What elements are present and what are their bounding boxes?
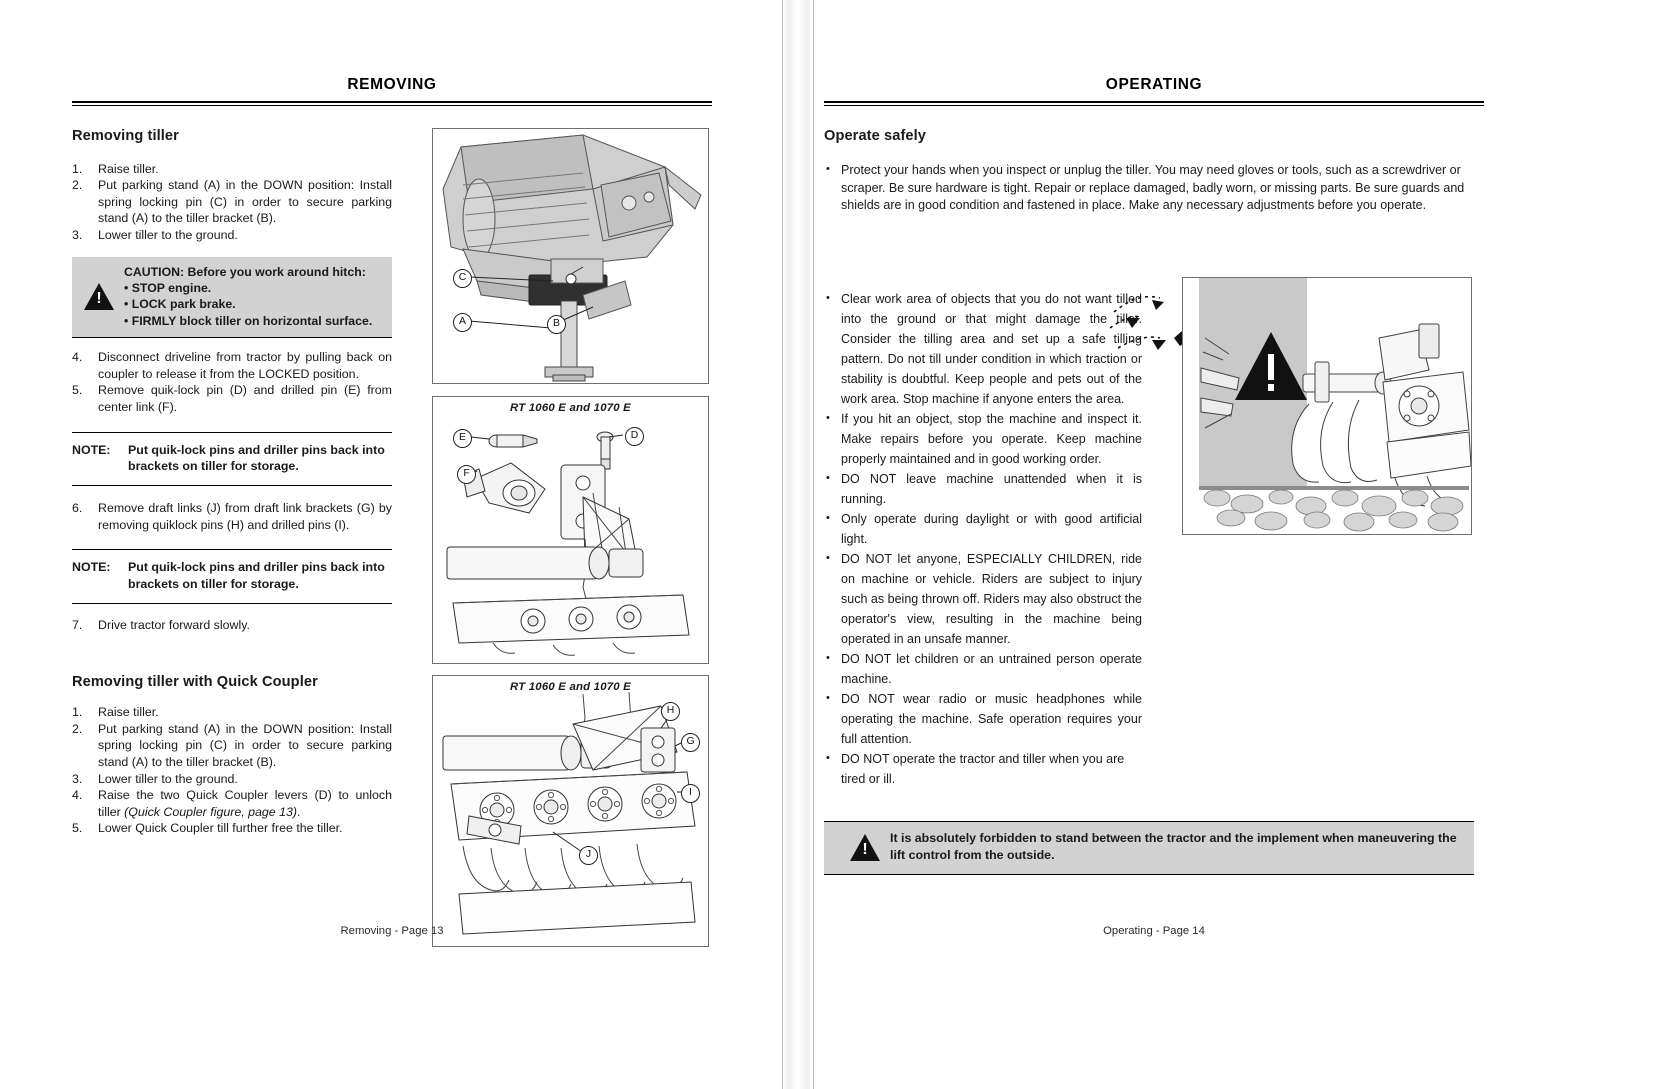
page-gutter: [783, 0, 813, 1089]
step-item: [72, 787, 392, 820]
step-number: 4.: [72, 350, 83, 365]
note-label: NOTE:: [72, 560, 111, 575]
step-text: Remove draft links (J) from draft link brackets (G) by removing quiklock pins (H) and drilled pins (I).: [98, 501, 392, 532]
step-item: [72, 771, 392, 788]
step-number: 4.: [72, 788, 83, 803]
bullet-item: • DO NOT wear radio or music headphones while operating the machine. Safe operation requires your full attention.: [824, 689, 1142, 749]
figure-crush-hazard: [1182, 277, 1472, 535]
step-item: [72, 161, 392, 178]
figure-center-link: [432, 396, 709, 664]
steps-removing-tiller-part2: [72, 349, 392, 415]
bullet-item: • Clear work area of objects that you do not want tilled into the ground or that might damage the tiller. Consider the tilling area and set up a safe tilling pattern. Do not till under condition in which traction or stability is doubtful. Keep people and pets out of the work area. Stop machine if anyone enters the area.: [824, 289, 1142, 409]
right-head-rule: [824, 101, 1484, 106]
right-page-footer: Operating - Page 14: [1103, 925, 1205, 937]
operate-safely-wide-bullets: [824, 162, 1474, 215]
step-item: [72, 820, 392, 837]
step-number: 5.: [72, 383, 83, 398]
forbidden-warning-strip: [824, 821, 1474, 875]
figure-callout-J: J: [579, 846, 598, 865]
figure-draft-links: [432, 675, 709, 947]
right-page: [813, 0, 1679, 1089]
note-label: NOTE:: [72, 442, 111, 457]
crush-hazard-illustration: [1183, 278, 1471, 534]
caution-bullet: • FIRMLY block tiller on horizontal surface.: [124, 313, 373, 328]
step-number: 7.: [72, 617, 83, 632]
step-number: 6.: [72, 501, 83, 516]
bullet-item: • Only operate during daylight or with good artificial light.: [824, 509, 1142, 549]
step-text: Raise tiller.: [98, 705, 159, 720]
step-text: Put parking stand (A) in the DOWN position: Install spring locking pin (C) in order to secure parking stand (A) to the tiller bracket (B).: [98, 178, 392, 226]
step-number: 1.: [72, 705, 83, 720]
bullet-item: • DO NOT leave machine unattended when it is running.: [824, 469, 1142, 509]
steps-quick-coupler: [72, 704, 392, 837]
figure-2-caption: RT 1060 E and 1070 E: [510, 402, 631, 414]
step-text: Lower tiller to the ground.: [98, 227, 238, 242]
figure-callout-B: B: [547, 315, 566, 334]
figure-callout-G: G: [681, 733, 700, 752]
note-block-1: [72, 432, 392, 487]
step-item: [72, 177, 392, 227]
bullet-item: • DO NOT let anyone, ESPECIALLY CHILDREN, ride on machine or vehicle. Riders are subject to injury such as being thrown off. Riders may also obstruct the operator's view, resulting in the machine being operated in an unsafe manner.: [824, 549, 1142, 649]
caution-band: [72, 257, 392, 339]
section-title-operate-safely: Operate safely: [824, 128, 926, 144]
caution-bullet: • LOCK park brake.: [124, 297, 236, 312]
bullet-item: • If you hit an object, stop the machine and inspect it. Make repairs before you operate. Keep machine properly maintained and in good working order.: [824, 409, 1142, 469]
steps-removing-tiller-part4: [72, 617, 392, 634]
bullet-item: • DO NOT let children or an untrained person operate machine.: [824, 649, 1142, 689]
steps-removing-tiller-part1: [72, 161, 392, 244]
figure-callout-F: F: [457, 465, 476, 484]
step-item: [72, 349, 392, 382]
note-text: Put quik-lock pins and driller pins back into brackets on tiller for storage.: [128, 442, 385, 474]
caution-text: [124, 264, 372, 330]
step-item: [72, 382, 392, 415]
figure-callout-E: E: [453, 429, 472, 448]
step-text: Raise tiller.: [98, 161, 159, 176]
note-block-2: [72, 549, 392, 604]
bullet-item: • Protect your hands when you inspect or unplug the tiller. You may need gloves or tools, such as a screwdriver or scraper. Be sure hardware is tight. Repair or replace damaged, badly worn, or missing parts. Be sure guards and shields are in good condition and fastened in place. Make any necessary adjustments before you operate.: [824, 162, 1474, 215]
section-title-quick-coupler: Removing tiller with Quick Coupler: [72, 673, 318, 690]
figure-callout-C: C: [453, 269, 472, 288]
bullet-item: • DO NOT operate the tractor and tiller when you are tired or ill.: [824, 749, 1142, 789]
forbidden-warning-text: It is absolutely forbidden to stand between the tractor and the implement when maneuvering the lift control from the outside.: [890, 830, 1457, 863]
step-text: Raise the two Quick Coupler levers (D) to unloch tiller: [98, 788, 392, 819]
step-item: [72, 721, 392, 771]
left-head-rule: [72, 101, 712, 106]
step-number: 5.: [72, 821, 83, 836]
figure-parking-stand: [432, 128, 709, 384]
left-page-footer: Removing - Page 13: [340, 925, 444, 937]
step-number: 3.: [72, 227, 83, 242]
step-text: Put parking stand (A) in the DOWN position: Install spring locking pin (C) in order to secure parking stand (A) to the tiller bracket (B).: [98, 721, 392, 769]
step-text-italic: (Quick Coupler figure, page 13): [124, 804, 298, 819]
step-number: 1.: [72, 161, 83, 176]
figure-callout-I: I: [681, 784, 700, 803]
step-text: Lower tiller to the ground.: [98, 771, 238, 786]
step-text: Lower Quick Coupler till further free the tiller.: [98, 821, 343, 836]
right-running-head: OPERATING: [1105, 76, 1203, 93]
caution-bullet: • STOP engine.: [124, 280, 212, 295]
step-item: [72, 227, 392, 244]
step-number: 2.: [72, 721, 83, 736]
step-text: Disconnect driveline from tractor by pulling back on coupler to release it from the LOCKED position.: [98, 350, 392, 381]
left-running-head: REMOVING: [347, 76, 437, 93]
step-item: [72, 704, 392, 721]
step-text: Drive tractor forward slowly.: [98, 617, 250, 632]
step-item: [72, 500, 392, 533]
left-page: [0, 0, 783, 1089]
figure-2-illustration: [433, 397, 708, 663]
left-text-column: [72, 128, 392, 837]
warning-triangle-icon: [82, 283, 116, 310]
operate-safely-narrow-bullets: [824, 289, 1142, 789]
figure-3-caption: RT 1060 E and 1070 E: [510, 681, 631, 693]
figure-callout-H: H: [661, 702, 680, 721]
figure-callout-D: D: [625, 427, 644, 446]
step-number: 3.: [72, 771, 83, 786]
step-item: [72, 617, 392, 634]
step-text-tail: .: [297, 804, 301, 819]
figure-callout-A: A: [453, 313, 472, 332]
steps-removing-tiller-part3: [72, 500, 392, 533]
note-text: Put quik-lock pins and driller pins back into brackets on tiller for storage.: [128, 560, 385, 592]
figure-1-illustration: [433, 129, 708, 383]
step-number: 2.: [72, 178, 83, 193]
caution-heading: CAUTION: Before you work around hitch:: [124, 264, 366, 279]
section-title-removing-tiller: Removing tiller: [72, 128, 179, 144]
step-text: Remove quik-lock pin (D) and drilled pin (E) from center link (F).: [98, 383, 392, 414]
warning-triangle-icon: [850, 834, 880, 861]
